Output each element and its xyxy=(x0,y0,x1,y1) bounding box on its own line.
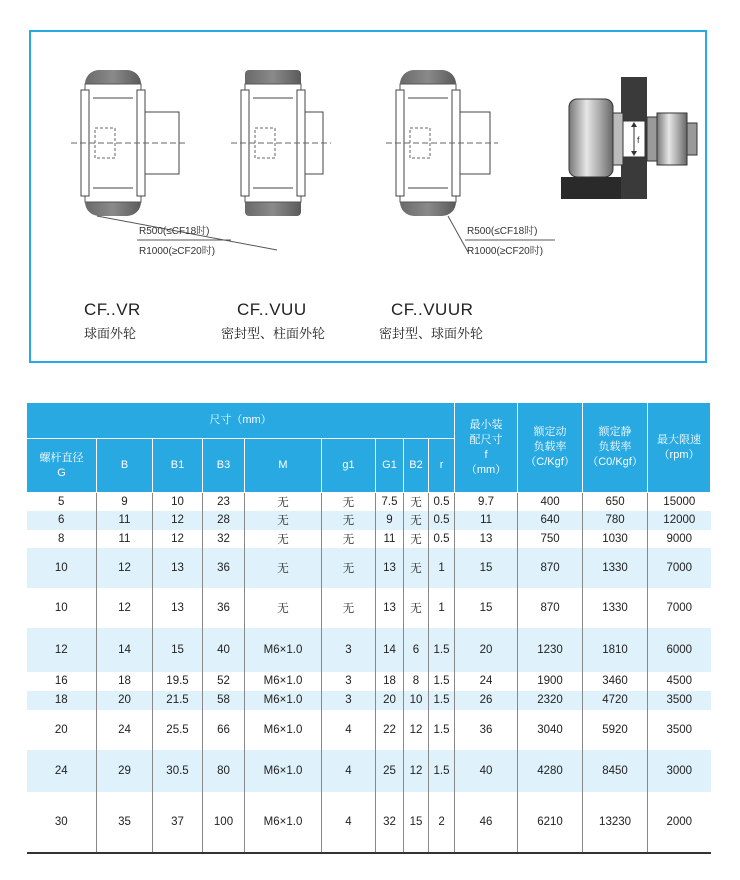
table-cell: 无 xyxy=(322,493,376,511)
table-cell: 12 xyxy=(404,750,429,792)
table-cell: 1.5 xyxy=(429,710,455,750)
caption-vuu-code: CF..VUU xyxy=(237,300,307,319)
table-row xyxy=(27,530,711,548)
table-cell: 无 xyxy=(322,548,376,588)
table-cell: 4280 xyxy=(518,750,583,792)
table-cell: 11 xyxy=(376,530,404,548)
caption-vr-code: CF..VR xyxy=(84,300,141,319)
header-max-speed: 最大限速 （rpm） xyxy=(648,403,711,493)
table-cell: 20 xyxy=(54,723,68,736)
table-cell: 400 xyxy=(518,493,583,511)
table-cell: 7000 xyxy=(648,548,711,588)
table-cell: 7.5 xyxy=(376,493,404,511)
table-cell: 1.5 xyxy=(429,672,455,691)
table-cell: M6×1.0 xyxy=(245,628,322,672)
table-cell: 25 xyxy=(376,750,404,792)
caption-vuu-desc: 密封型、柱面外轮 xyxy=(221,326,326,341)
table-cell: 无 xyxy=(404,588,429,628)
table-cell: 9 xyxy=(376,511,404,530)
table-cell: 12 xyxy=(97,548,153,588)
header-min-fit: 最小装 配尺寸 f （mm） xyxy=(455,403,518,493)
table-cell: 18 xyxy=(97,672,153,691)
header-static-load: 额定静 负载率 （C0/Kgf） xyxy=(583,403,648,493)
table-cell: 16 xyxy=(54,675,68,687)
table-cell: M6×1.0 xyxy=(245,672,322,691)
table-cell: 20 xyxy=(97,691,153,710)
table-cell: 11 xyxy=(455,511,518,530)
table-cell: 36 xyxy=(455,710,518,750)
radius-note-right-1: R500(≤CF18时) xyxy=(467,226,538,237)
table-cell: 8 xyxy=(58,532,65,545)
table-cell: 18 xyxy=(27,691,97,710)
table-cell: 10 xyxy=(27,548,97,588)
table-cell: 8 xyxy=(404,672,429,691)
table-row xyxy=(27,493,711,511)
table-cell: 8450 xyxy=(583,750,648,792)
table-cell: 15 xyxy=(455,548,518,588)
table-cell: 3 xyxy=(322,672,376,691)
spec-table-body xyxy=(27,493,711,853)
table-cell: 无 xyxy=(404,548,429,588)
table-cell: 2000 xyxy=(648,792,711,853)
bearing-types-panel xyxy=(29,30,707,363)
table-cell: 1330 xyxy=(583,588,648,628)
table-cell: 9000 xyxy=(648,530,711,548)
table-cell: 12000 xyxy=(648,511,711,530)
table-cell: 32 xyxy=(376,792,404,853)
table-cell: 23 xyxy=(203,493,245,511)
table-cell: 66 xyxy=(203,710,245,750)
table-cell: 无 xyxy=(322,530,376,548)
table-cell: 11 xyxy=(97,530,153,548)
table-cell: 无 xyxy=(404,530,429,548)
header-b: B xyxy=(97,439,153,493)
caption-vr-desc: 球面外轮 xyxy=(84,326,137,341)
table-cell: 3460 xyxy=(583,672,648,691)
table-cell: 无 xyxy=(245,511,322,530)
radius-note-left-1: R500(≤CF18时) xyxy=(139,226,210,237)
table-cell: 5 xyxy=(58,495,65,508)
table-row xyxy=(27,511,711,530)
table-cell: 0.5 xyxy=(429,530,455,548)
table-cell: 1.5 xyxy=(429,750,455,792)
bearing-drawing-vuur xyxy=(386,70,498,252)
header-g1: G1 xyxy=(376,439,404,493)
table-cell: 13230 xyxy=(583,792,648,853)
table-cell: 15 xyxy=(153,628,203,672)
table-cell: 2320 xyxy=(518,691,583,710)
table-cell: 4 xyxy=(322,710,376,750)
table-cell: 11 xyxy=(97,511,153,530)
table-cell: 750 xyxy=(518,530,583,548)
table-cell: 12 xyxy=(404,710,429,750)
table-cell: 6 xyxy=(27,511,97,530)
table-cell: 14 xyxy=(376,628,404,672)
table-cell: 21.5 xyxy=(153,691,203,710)
table-cell: 15 xyxy=(455,588,518,628)
table-cell: 19.5 xyxy=(153,672,203,691)
table-cell: 13 xyxy=(153,588,203,628)
table-cell: 3500 xyxy=(648,691,711,710)
table-cell: 3000 xyxy=(648,750,711,792)
header-b1: B1 xyxy=(153,439,203,493)
header-dynamic-load: 额定动 负载率 （C/Kgf） xyxy=(518,403,583,493)
mounting-illustration xyxy=(561,77,697,199)
table-cell: 3 xyxy=(322,691,376,710)
table-cell: 9.7 xyxy=(455,493,518,511)
table-cell: 26 xyxy=(455,691,518,710)
table-cell: 6000 xyxy=(648,628,711,672)
caption-vuur xyxy=(379,300,483,342)
table-cell: 29 xyxy=(97,750,153,792)
table-cell: M6×1.0 xyxy=(245,792,322,853)
table-cell: 28 xyxy=(203,511,245,530)
table-cell: 0.5 xyxy=(429,511,455,530)
table-cell: 870 xyxy=(518,588,583,628)
table-cell: M6×1.0 xyxy=(245,710,322,750)
table-cell: 14 xyxy=(97,628,153,672)
table-cell: 7000 xyxy=(648,588,711,628)
table-cell: 650 xyxy=(583,493,648,511)
table-cell: 1 xyxy=(429,588,455,628)
table-cell: 40 xyxy=(455,750,518,792)
table-cell: 1900 xyxy=(518,672,583,691)
table-cell: M6×1.0 xyxy=(245,750,322,792)
table-cell: 13 xyxy=(376,548,404,588)
table-cell: 无 xyxy=(245,530,322,548)
table-cell: 58 xyxy=(203,691,245,710)
table-cell: 无 xyxy=(404,493,429,511)
table-cell: 4 xyxy=(322,792,376,853)
table-cell: 640 xyxy=(518,511,583,530)
table-row xyxy=(27,672,711,691)
table-cell: 无 xyxy=(245,588,322,628)
table-cell: 46 xyxy=(455,792,518,853)
table-cell: 36 xyxy=(203,548,245,588)
table-cell: 22 xyxy=(376,710,404,750)
table-cell: 40 xyxy=(203,628,245,672)
table-cell: 32 xyxy=(203,530,245,548)
header-dimensions: 尺寸（mm） xyxy=(27,403,455,439)
radius-note-right-2: R1000(≥CF20时) xyxy=(467,246,544,257)
table-cell: 100 xyxy=(203,792,245,853)
table-cell: 15000 xyxy=(648,493,711,511)
table-cell: 12 xyxy=(97,588,153,628)
table-row xyxy=(27,628,711,672)
table-cell: 36 xyxy=(203,588,245,628)
table-row xyxy=(27,548,711,588)
table-cell: 1810 xyxy=(583,628,648,672)
bearing-drawing-vuu xyxy=(231,70,331,216)
table-cell: 12 xyxy=(153,530,203,548)
table-cell: 12 xyxy=(27,628,97,672)
spec-table xyxy=(26,402,711,854)
table-cell: 20 xyxy=(376,691,404,710)
table-cell: 15 xyxy=(404,792,429,853)
table-cell: 52 xyxy=(203,672,245,691)
table-cell: 9 xyxy=(97,493,153,511)
table-cell: 0.5 xyxy=(429,493,455,511)
header-r: r xyxy=(429,439,455,493)
table-cell: 12 xyxy=(153,511,203,530)
table-row xyxy=(27,792,711,853)
table-cell: 无 xyxy=(245,493,322,511)
table-cell: 780 xyxy=(583,511,648,530)
table-row xyxy=(27,710,711,750)
table-cell: 37 xyxy=(153,792,203,853)
table-cell: 6210 xyxy=(518,792,583,853)
table-cell: 25.5 xyxy=(153,710,203,750)
table-cell: 13 xyxy=(153,548,203,588)
mount-f-label: f xyxy=(637,135,640,145)
header-b3: B3 xyxy=(203,439,245,493)
table-row xyxy=(27,691,711,710)
table-cell: 1 xyxy=(429,548,455,588)
table-cell: 4500 xyxy=(648,672,711,691)
table-cell: 无 xyxy=(322,511,376,530)
table-cell: 13 xyxy=(376,588,404,628)
table-cell: 3500 xyxy=(648,710,711,750)
table-cell: 35 xyxy=(97,792,153,853)
table-cell: 4720 xyxy=(583,691,648,710)
table-cell: 24 xyxy=(455,672,518,691)
table-cell: 10 xyxy=(153,493,203,511)
table-row xyxy=(27,750,711,792)
table-cell: 1.5 xyxy=(429,628,455,672)
radius-note-left-2: R1000(≥CF20时) xyxy=(139,246,216,257)
table-cell: 10 xyxy=(404,691,429,710)
caption-vuu xyxy=(221,300,325,342)
table-cell: 1.5 xyxy=(429,691,455,710)
table-cell: 24 xyxy=(97,710,153,750)
table-cell: 无 xyxy=(245,548,322,588)
caption-vuur-desc: 密封型、球面外轮 xyxy=(379,326,484,341)
caption-vuur-code: CF..VUUR xyxy=(391,300,474,319)
table-cell: 13 xyxy=(455,530,518,548)
caption-vr xyxy=(84,300,141,342)
table-row xyxy=(27,588,711,628)
table-cell: 80 xyxy=(203,750,245,792)
header-g: 螺杆直径 G xyxy=(27,439,97,493)
table-cell: 无 xyxy=(404,511,429,530)
table-cell: 30 xyxy=(27,792,97,853)
table-cell: 3 xyxy=(322,628,376,672)
table-cell: 无 xyxy=(322,588,376,628)
table-cell: 18 xyxy=(376,672,404,691)
table-cell: 5920 xyxy=(583,710,648,750)
table-cell: 6 xyxy=(404,628,429,672)
table-cell: 3040 xyxy=(518,710,583,750)
table-cell: 10 xyxy=(54,601,68,614)
table-cell: 1030 xyxy=(583,530,648,548)
header-m: M xyxy=(245,439,322,493)
header-g1-small: g1 xyxy=(322,439,376,493)
table-cell: 1230 xyxy=(518,628,583,672)
table-cell: M6×1.0 xyxy=(245,691,322,710)
header-b2: B2 xyxy=(404,439,429,493)
table-cell: 2 xyxy=(429,792,455,853)
table-cell: 24 xyxy=(27,750,97,792)
table-cell: 870 xyxy=(518,548,583,588)
table-cell: 4 xyxy=(322,750,376,792)
table-cell: 1330 xyxy=(583,548,648,588)
table-cell: 20 xyxy=(455,628,518,672)
table-cell: 30.5 xyxy=(153,750,203,792)
